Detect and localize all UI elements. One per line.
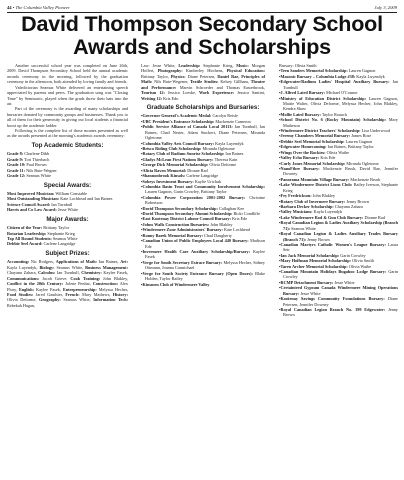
scholarship-name: Canadian Union of Public Employees Local 440 Bursary:	[142, 238, 249, 244]
scholarship-recipient: Diane Petersen, Jennifer Downey	[283, 296, 398, 307]
subject-name: Food Studies:	[7, 291, 34, 297]
scholarship-name: Curly Jones Memorial Scholarship:	[280, 160, 346, 166]
top-academic-label: Grade 10:	[7, 162, 26, 168]
scholarship-recipient: Melyssa Hecher, Sidney Ottmann, Joanna Carmichael	[145, 259, 265, 271]
scholarship-recipient: Seamus White	[290, 225, 316, 231]
top-academic-value: Tori Thierbach	[23, 156, 50, 162]
scholarship-name: Ronny Barek Memorial Bursary:	[142, 232, 203, 238]
subject-winner: Law: Jesse White,	[141, 63, 179, 68]
subject-winner: Ian Baines,	[96, 259, 121, 265]
scholarship-name: Gladys McLean First Nations Bursary:	[142, 156, 214, 162]
subject-prizes-text-cont	[141, 63, 265, 101]
scholarship-recipient: Kaylie Urichuk	[193, 178, 222, 184]
subject-winner: Stephanie Krieg,	[200, 63, 237, 68]
scholarship-item	[141, 195, 265, 206]
special-award-value: Jesse White	[56, 207, 78, 213]
scholarship-name: Lake Windermere District Lions Club:	[280, 182, 353, 188]
scholarship-item	[279, 231, 398, 242]
scholarship-recipient: Garin Crowley	[339, 252, 366, 258]
special-awards-list	[7, 191, 128, 213]
scholarship-item	[141, 260, 265, 271]
subject-winner: Chayanu Zahara,	[7, 270, 39, 276]
subject-winner: Alex Flury,	[7, 281, 128, 292]
scholarship-item	[279, 307, 398, 318]
scholarship-recipient: Michael O'Connor	[325, 90, 358, 96]
scholarship-recipient: Mary Matheson	[283, 117, 398, 128]
scholarship-recipient: Lauren Gagnon, Garin Crowley, Brittany Taylor	[145, 189, 227, 195]
special-award-value: Ian Turnbull	[50, 201, 73, 207]
scholarship-name: East Kootenay District Labour Council Bursary:	[142, 216, 232, 222]
section-title-major-awards: Major Awards:	[46, 215, 89, 223]
subject-name: Art:	[120, 259, 129, 265]
top-academic-value: Seamus White	[25, 173, 51, 179]
column-2	[141, 63, 265, 287]
scholarship-recipient: Lauren Gagnon	[344, 138, 373, 144]
scholarship-name: Wings Over the Rockies:	[280, 149, 326, 155]
scholarship-name: Kootenay Savings Community Foundations Bursary:	[280, 296, 385, 302]
scholarship-item	[141, 184, 265, 195]
scholarship-recipient: Blake Holden, Taylor Bailey	[145, 270, 265, 282]
subject-winner: Melyssa Hecher,	[96, 286, 129, 292]
scholarship-recipient: Carlene Langridge	[185, 173, 219, 179]
scholarship-name: David Thompson Secondary Alumni Scholarship:	[142, 211, 233, 217]
scholarship-recipient: Dionne Rad	[363, 214, 385, 220]
scholarship-name: Fey Fredrickson:	[280, 193, 312, 199]
subject-name: Business Management:	[85, 264, 128, 270]
scholarship-recipient: Dionne Rad	[186, 167, 208, 173]
scholarship-recipient: Bailey Iverson, Stephanie Krieg	[283, 182, 398, 193]
subject-name: French:	[65, 291, 80, 297]
scholarship-recipient: Carolyn Reisle	[211, 113, 238, 119]
subject-winner: Mary Mathews,	[79, 291, 113, 297]
scholarship-name: Windermere District Teachers' Scholarship:	[280, 128, 361, 134]
scholarship-item	[279, 166, 398, 177]
headline: David Thompson Secondary School Awards and Scholarships	[21, 12, 383, 59]
subject-winner: Morgan Hoffert,	[141, 63, 266, 74]
scholarship-name: Certainteed Gypsum Canada Windermere Mining Operations Bursary:	[280, 285, 398, 296]
scholarship-list	[141, 113, 265, 287]
scholarship-name: David Thompson Secondary Scholarship:	[142, 205, 218, 211]
scholarship-recipient: Olivia Waibe	[347, 263, 372, 269]
scholarship-name: Verge for South Secretary Estrace Bursary:	[142, 259, 223, 265]
scholarship-recipient: Mackenzie Brush, David Rae, Jennifer Downey	[283, 166, 398, 177]
subject-name: Geography:	[39, 297, 61, 303]
scholarship-name: Lake Windermere Rod & Gun Club Bursary:	[280, 214, 364, 220]
scholarship-recipient: Jesse White	[333, 279, 355, 285]
scholarship-item	[279, 182, 398, 193]
scholarship-name: Columbia Power Corporation 2001-2002 Bursary:	[142, 194, 246, 200]
special-award-value: Kate Lochhead and Ian Baines	[59, 196, 113, 202]
subject-name: Construction:	[92, 281, 118, 287]
major-award-label: Debbie Seel Award:	[7, 241, 43, 247]
major-award-value: Seamus White	[51, 236, 78, 242]
scholarship-recipient: Taylor Roauch	[320, 111, 347, 117]
subject-winner: John Blakley,	[100, 275, 128, 281]
scholarship-item	[279, 285, 398, 296]
column-1	[7, 63, 128, 308]
subject-winner: Seamus White,	[60, 297, 94, 303]
scholarship-name: Columbia Basin Trust and Community Involvement Scholarship:	[142, 183, 265, 189]
major-award-value: Brittany Taylor	[42, 225, 70, 231]
subject-name: Cook Training:	[70, 275, 101, 281]
scholarship-item	[279, 220, 398, 231]
scholarship-list-cont	[279, 63, 398, 318]
subject-name: Theatre and Performance:	[141, 79, 266, 90]
subject-winner: Olivia Deforme,	[7, 297, 40, 303]
scholarship-name: Edgewater/Radium Ladies' Hospital Auxiliary Bursary:	[280, 79, 390, 85]
subject-winner: Jessica Loeske,	[164, 90, 199, 96]
scholarship-recipient: Madison Ede	[145, 238, 266, 249]
intro-paragraph: Valedictorian Seamus White delivered an entertaining speech appreciated by parents and peers. The graduation song was "Closing Time" by Semisonic, played when the grads threw their hats into the air.	[7, 84, 128, 106]
top-academic-list	[7, 151, 128, 178]
scholarship-name: Jeremy Chambers Memorial Bursary:	[280, 133, 351, 139]
special-award-label: Most Outstanding Musician:	[7, 196, 60, 202]
scholarship-item	[279, 269, 398, 280]
section-title-top-academic: Top Academic Students:	[31, 141, 104, 149]
subject-winner: Jared Gauthier,	[33, 291, 66, 297]
scholarship-recipient: John Blakley	[311, 193, 336, 199]
scholarship-recipient: Kris Ede	[231, 216, 248, 222]
scholarship-name: Mary Hoffman Memorial Scholarship:	[280, 258, 351, 264]
subject-name: Textile Studies:	[190, 79, 219, 85]
special-award-label: Most Improved Musician:	[7, 191, 55, 197]
top-academic-label: Grade 12:	[7, 173, 26, 179]
major-awards-list	[7, 225, 128, 247]
subject-name: English:	[18, 286, 35, 292]
subject-prizes-text	[7, 259, 128, 308]
major-award-label: Rotarian Leadership:	[7, 230, 47, 236]
scholarship-name: RCMP Detachment Bursary:	[280, 279, 334, 285]
major-award-label: Citizen of the Year:	[7, 225, 43, 231]
scholarship-name: Sobeys Investment Bursary:	[142, 178, 194, 184]
major-award-label: Top All Round Students:	[7, 236, 52, 242]
scholarship-item	[141, 124, 265, 140]
scholarship-recipient: Ricki Condliffe	[232, 211, 260, 217]
scholarship-name: Masonic Bursary – Columbia Lodge #38:	[280, 73, 356, 79]
scholarship-name: Shannonbrook Kinsols:	[142, 173, 186, 179]
scholarship-recipient: Kaylee Fasek	[145, 249, 265, 260]
scholarship-item	[141, 249, 265, 260]
scholarship-name: Windermere Zone Administrators' Bursary:	[142, 227, 223, 233]
subject-winner: Nils Buie-Wegener,	[152, 79, 191, 85]
scholarship-recipient: Chad Daugherty	[202, 232, 233, 238]
subject-name: Tourism 12:	[141, 90, 165, 96]
scholarship-item	[279, 242, 398, 253]
scholarship-name: Ministry of Education District Scholarship:	[280, 95, 366, 101]
subject-winner: Kaylee Fasek,	[34, 286, 63, 292]
scholarship-recipient: Theresa Kain	[213, 156, 238, 162]
subject-name: Entrepreneurship:	[62, 286, 97, 292]
scholarship-recipient: Jenny Brown	[306, 236, 330, 242]
paper-name: The Columbia Valley Pioneer	[15, 5, 70, 10]
scholarship-recipient: Olivia Deforme	[208, 162, 237, 168]
scholarship-recipient: Ian Turnbull, Ian Baines, Chad Nester, Adam Stuckert, Diane Petersen, Miranda Ogletome	[145, 124, 266, 141]
scholarship-name: Valley Musicians:	[280, 209, 313, 215]
subject-name: Physical Education:	[226, 68, 265, 74]
major-award-item	[7, 241, 128, 246]
scholarship-name: Canadian Mountain Holidays Bugaboo Lodge Bursary:	[280, 269, 387, 275]
subject-winner: Kaylee Fasek,	[101, 270, 129, 276]
scholarship-recipient: Miranda Ogletome	[201, 145, 235, 151]
subject-winner: Diane Petersen,	[185, 73, 218, 79]
scholarship-name: Mollie Laird Bursary:	[280, 111, 321, 117]
subject-winner: Seamus White,	[54, 264, 86, 270]
subject-name: Leadership:	[178, 63, 201, 68]
subject-winner: Jacob Grieve.	[39, 275, 71, 281]
scholarship-name: Rotary Club of Radium Sunrise Scholarship:	[142, 151, 225, 157]
scholarship-name: Ian Jack Memorial Scholarship:	[280, 252, 340, 258]
scholarship-recipient: Olivia Waibe	[325, 149, 349, 155]
subject-name: Daniel Rae,	[217, 73, 240, 79]
subject-winner: Jolene Penhar,	[63, 281, 93, 287]
scholarship-item	[141, 271, 265, 282]
subject-name: Chemistry:	[81, 270, 102, 276]
page-header	[7, 3, 397, 12]
scholarship-recipient: Ian Turnbull	[283, 79, 398, 90]
scholarship-recipient: Mackenzie Brush	[349, 176, 381, 182]
scholarship-recipient: Kayla Luyendyk	[355, 73, 385, 79]
subject-name: Information Tech:	[93, 297, 128, 303]
scholarship-recipient: Laura Seir	[283, 241, 398, 253]
subject-name: Communications:	[7, 275, 40, 281]
scholarship-recipient: Bursary: Olivia Smith	[279, 63, 317, 68]
subject-name: History:	[112, 291, 128, 297]
subject-winner: Nic Rodgers,	[29, 259, 56, 265]
scholarship-name: Panorama Mountain Village Bursary:	[280, 176, 350, 182]
subject-name: Accounting:	[7, 259, 30, 265]
subject-winner: Kris Ede.	[162, 95, 180, 101]
top-academic-value: Nils Buie-Wegner	[25, 167, 57, 173]
subject-name: Music:	[236, 63, 249, 68]
subject-name: Physics:	[170, 73, 186, 79]
scholarship-name: School District No. 6 (Rocky Mountain) Scholarship:	[280, 117, 387, 123]
page-header-left: 44 • The Columbia Valley Pioneer	[7, 5, 70, 10]
top-academic-label: Grade 9:	[7, 156, 24, 162]
scholarship-item	[279, 296, 398, 307]
scholarship-name: Invermere Health Care Auxiliary Scholarship/Bursary:	[142, 249, 251, 254]
scholarship-recipient: Olivia Smith	[350, 258, 374, 264]
scholarship-item	[141, 282, 265, 287]
subject-winner: Ian Turnbull,	[55, 270, 82, 276]
subject-winner: Kimberley Hitchens,	[182, 68, 227, 74]
subject-name: Calculus:	[38, 270, 56, 276]
scholarship-name: Johns Walls Construction Bursaries:	[142, 221, 210, 227]
page-number: 44	[7, 5, 12, 10]
scholarship-recipient: Kate Lochhead	[222, 227, 250, 233]
top-academic-label: Grade 11:	[7, 167, 26, 173]
subject-name: Conflict in the 20th Century:	[7, 281, 64, 287]
subject-name: Biology:	[39, 264, 55, 270]
subject-winner: Rebekah Hagan,	[7, 302, 36, 308]
scholarship-recipient: Kayla Luyendyk	[312, 209, 343, 215]
scholarship-name: Verge for South Society Entrance Bursary (Open Doors):	[142, 270, 254, 276]
column-3	[279, 63, 398, 318]
subject-name: Work Experience:	[198, 90, 235, 96]
scholarship-name: Kinsmen Club of Windermere Valley	[142, 281, 210, 287]
scholarship-name: Teen Sanders Memorial Scholarship:	[280, 68, 348, 74]
scholarship-item	[141, 238, 265, 249]
scholarship-name: George Dick Memorial Scholarship:	[142, 162, 209, 168]
scholarship-name: Barbara Decker Scholarship:	[280, 203, 334, 209]
subject-name: Applications of Math:	[55, 259, 97, 265]
scholarship-recipient: Ian Baines, Brittany Taylor	[326, 144, 374, 150]
scholarship-name: Rotary Club of Invermere Bursary:	[280, 198, 346, 204]
subject-winner: Brittany Taylor,	[141, 73, 171, 79]
scholarship-recipient: Callaghan Kee	[217, 205, 245, 211]
scholarship-name: Taren Archer Memorial Scholarship:	[280, 263, 348, 269]
scholarship-recipient: Ian Baines	[224, 151, 244, 157]
scholarship-name: Edgewater Homecoming:	[280, 144, 327, 150]
section-title-subject-prizes: Subject Prizes:	[45, 249, 90, 257]
top-academic-item	[7, 173, 128, 178]
subject-winner: Jessica Santini,	[234, 90, 265, 96]
major-award-value: Carlene Langridge	[42, 241, 76, 247]
intro-text	[7, 63, 128, 139]
scholarship-name: Debbie Seel Memorial Scholarship:	[280, 138, 345, 144]
scholarship-recipient: Miranda Ogletome	[345, 160, 379, 166]
scholarship-name: Valley Echo Bursary:	[280, 155, 320, 161]
intro-paragraph: Following is the complete list of those monies presented as well as the awards presented at the morning's academic awards ceremony:	[7, 128, 128, 139]
subject-name: Principles of Math:	[141, 73, 266, 85]
top-academic-label: Grade 8:	[7, 151, 24, 157]
intro-paragraph: Another successful school year was completed on June 26th, 2009. David Thompson Secondary School held the annual academic awards ceremony in the morning, followed by the graduation ceremony in the afternoon, both attended by loving family and friends.	[7, 63, 128, 85]
scholarship-recipient: Lauren Gagnon	[347, 68, 376, 74]
top-academic-value: Paul Brown	[25, 162, 47, 168]
scholarship-recipient: Jenny Brown	[283, 306, 398, 318]
scholarship-recipient: Chayanu Zahara	[333, 203, 363, 209]
subject-winner: Marvin Schroeder and Thomas Easterbrook,	[176, 84, 265, 90]
scholarship-recipient: Mackenzie Cameron	[214, 118, 251, 124]
scholarship-recipient: Jesse White	[299, 290, 321, 296]
scholarship-name: Alicia Raven Memorial:	[142, 167, 187, 173]
scholarship-name: Royal Canadian Legion & Ladies Auxiliary Scholarship (Branch 71):	[280, 220, 398, 231]
special-award-item	[7, 207, 128, 212]
section-title-special-awards: Special Awards:	[43, 181, 92, 189]
scholarship-recipient: Garin Crowley	[283, 269, 398, 280]
scholarship-name: Canadian Martyrs Catholic Women's League Bursary:	[280, 241, 386, 247]
scholarship-recipient: Jenny Brown	[345, 198, 369, 204]
scholarship-name: Governor General's Academic Medal:	[142, 113, 212, 119]
top-academic-value: Charlene Dibb	[23, 151, 50, 157]
major-award-value: Stephanie Krieg	[46, 230, 75, 236]
scholarship-recipient: Lisa Underwood	[360, 128, 391, 134]
scholarship-recipient: Christine Robertson	[145, 194, 265, 206]
section-title-grad-scholarships: Graduate Scholarships and Bursaries:	[146, 103, 260, 111]
scholarship-recipient: Lauren Gagnon, Mattie Walter, Olivia Deforme, Melyssa Hecher, John Blakley, Kendra Shaw	[283, 95, 398, 112]
scholarship-item	[279, 96, 398, 112]
subject-winner: Kayla Luyendyk,	[7, 264, 40, 270]
subject-name: Photography:	[157, 68, 183, 74]
scholarship-recipient: Kayla Luyendyk	[214, 140, 244, 146]
scholarship-recipient: John Blakley	[209, 221, 233, 227]
scholarship-name: J. Alfred Laird Bursary:	[280, 90, 326, 96]
subject-winner: Kelsey Gillham,	[218, 79, 251, 85]
scholarship-name: NanoFibre Bursary:	[280, 166, 320, 172]
special-award-label: Harris and Co Law Award:	[7, 207, 57, 213]
subject-name: Writing 12:	[141, 95, 163, 101]
scholarship-recipient: James Rose	[350, 133, 372, 139]
scholarship-recipient: Kris Ede	[319, 155, 336, 161]
scholarship-name: UBC President's Entrance Scholarship:	[142, 118, 215, 124]
scholarship-item	[279, 79, 398, 90]
scholarship-name: Public Service Alliance of Canada Local 20113:	[142, 124, 233, 130]
issue-date: July 3, 2009	[374, 5, 397, 10]
special-award-label: Science Council Award:	[7, 201, 51, 207]
scholarship-name: Royal Canadian Legion & Ladies Auxiliary Trades Bursary (Branch 71):	[280, 231, 398, 242]
scholarship-name: Brisco Riding Club Scholarship:	[142, 145, 202, 151]
scholarship-item	[279, 117, 398, 128]
special-award-value: William Constable	[54, 191, 88, 197]
scholarship-name: Royal Canadian Legion Branch No. 199 Edgewater:	[280, 306, 386, 312]
scholarship-name: Columbia Valley Arts Council Bursary:	[142, 140, 215, 146]
intro-paragraph: Part of the ceremony is the awarding of many scholarships and bursaries donated by community groups and businesses. Thank you to all of them for their generosity in giving our local students a financial boost up the academic ladder.	[7, 106, 128, 128]
